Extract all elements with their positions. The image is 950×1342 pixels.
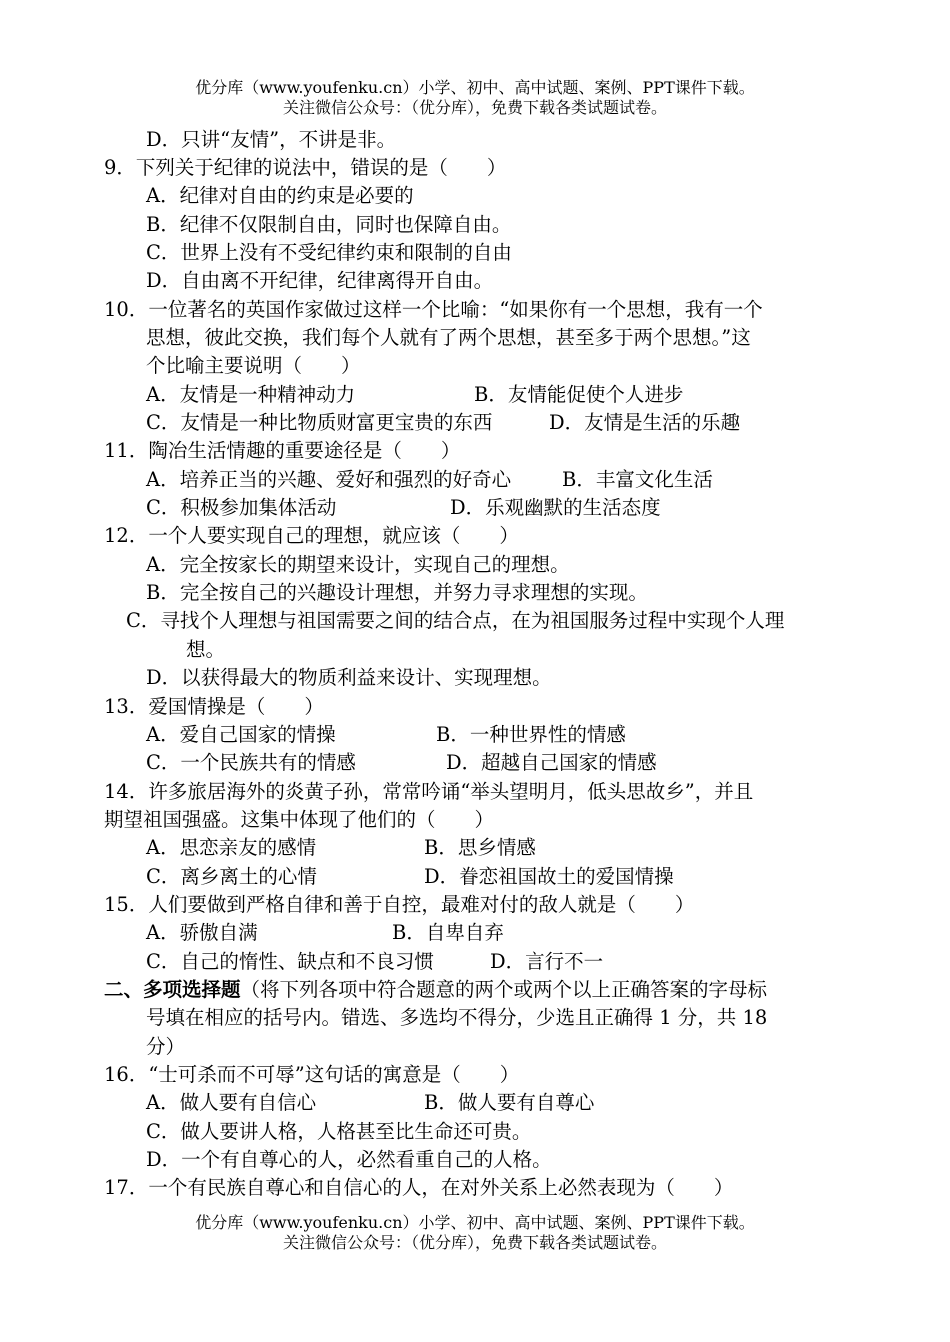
- q12-stem: 12．一个人要实现自己的理想，就应该（ ）: [104, 524, 519, 547]
- q10-option-a: A．友情是一种精神动力: [146, 383, 356, 406]
- q9-option-b: B．纪律不仅限制自由，同时也保障自由。: [146, 213, 512, 236]
- q11-option-a: A．培养正当的兴趣、爱好和强烈的好奇心: [146, 468, 512, 491]
- header-line-2: 关注微信公众号：（优分库），免费下载各类试题试卷。: [282, 98, 667, 117]
- footer-line-1: 优分库（www.youfenku.cn）小学、初中、高中试题、案例、PPT课件下载。: [195, 1213, 755, 1232]
- q9-option-d: D．自由离不开纪律，纪律离得开自由。: [146, 269, 494, 292]
- q15-option-b: B．自卑自弃: [392, 921, 504, 944]
- q12-option-a: A．完全按家长的期望来设计，实现自己的理想。: [146, 553, 570, 576]
- q9-stem: 9．下列关于纪律的说法中，错误的是（ ）: [104, 156, 507, 179]
- q16-option-d: D．一个有自尊心的人，必然看重自己的人格。: [146, 1148, 552, 1171]
- q16-option-b: B．做人要有自尊心: [424, 1091, 595, 1114]
- q14-option-d: D．眷恋祖国故土的爱国情操: [424, 865, 674, 888]
- q10-option-c: C．友情是一种比物质财富更宝贵的东西: [146, 411, 493, 434]
- q16-stem: 16．“士可杀而不可辱”这句话的寓意是（ ）: [104, 1063, 520, 1086]
- q17-stem: 17．一个有民族自尊心和自信心的人，在对外关系上必然表现为（ ）: [104, 1176, 734, 1199]
- q10-option-b: B．友情能促使个人进步: [474, 383, 684, 406]
- q8-option-d: D．只讲“友情”，不讲是非。: [146, 128, 397, 151]
- q9-option-c: C．世界上没有不受纪律约束和限制的自由: [146, 241, 512, 264]
- q14-option-a: A．思恋亲友的感情: [146, 836, 317, 859]
- q13-option-b: B．一种世界性的情感: [436, 723, 626, 746]
- q14-option-c: C．离乡离土的心情: [146, 865, 317, 888]
- q10-stem-line-2: 思想，彼此交换，我们每个人就有了两个思想，甚至多于两个思想。”这: [146, 326, 751, 349]
- q9-option-a: A．纪律对自由的约束是必要的: [146, 184, 414, 207]
- q16-option-c: C．做人要讲人格，人格甚至比生命还可贵。: [146, 1120, 532, 1143]
- q10-stem-line-1: 10．一位著名的英国作家做过这样一个比喻：“如果你有一个思想，我有一个: [104, 298, 763, 321]
- q10-option-d: D．友情是生活的乐趣: [549, 411, 741, 434]
- q15-stem: 15．人们要做到严格自律和善于自控，最难对付的敌人就是（ ）: [104, 893, 695, 916]
- q12-option-b: B．完全按自己的兴趣设计理想，并努力寻求理想的实现。: [146, 581, 648, 604]
- q15-option-d: D．言行不一: [490, 950, 604, 973]
- q13-stem: 13．爱国情操是（ ）: [104, 695, 324, 718]
- q12-option-c-line-2: 想。: [186, 638, 226, 661]
- q10-stem-line-3: 个比喻主要说明（ ）: [146, 354, 361, 377]
- q11-stem: 11．陶冶生活情趣的重要途径是（ ）: [104, 439, 461, 462]
- page-header: [0, 78, 950, 118]
- q14-option-b: B．思乡情感: [424, 836, 536, 859]
- header-line-1: 优分库（www.youfenku.cn）小学、初中、高中试题、案例、PPT课件下载。: [195, 78, 755, 97]
- q11-option-d: D．乐观幽默的生活态度: [450, 496, 661, 519]
- section2-title: 二、多项选择题: [104, 978, 241, 1001]
- page-footer: [0, 1213, 950, 1253]
- q11-option-c: C．积极参加集体活动: [146, 496, 337, 519]
- q11-option-b: B．丰富文化生活: [562, 468, 713, 491]
- q13-option-a: A．爱自己国家的情操: [146, 723, 336, 746]
- section2-desc-line-3: 分）: [146, 1035, 186, 1058]
- footer-line-2: 关注微信公众号：（优分库），免费下载各类试题试卷。: [282, 1233, 667, 1252]
- q12-option-d: D．以获得最大的物质利益来设计、实现理想。: [146, 666, 552, 689]
- section2-desc-line-2: 号填在相应的括号内。错选、多选均不得分，少选且正确得 1 分，共 18: [146, 1006, 768, 1029]
- q15-option-c: C．自己的惰性、缺点和不良习惯: [146, 950, 434, 973]
- q13-option-d: D．超越自己国家的情感: [446, 751, 657, 774]
- q14-stem-line-1: 14．许多旅居海外的炎黄子孙，常常吟诵“举头望明月，低头思故乡”，并且: [104, 780, 754, 803]
- q15-option-a: A．骄傲自满: [146, 921, 258, 944]
- section2-heading: [104, 977, 767, 1003]
- section2-desc-line-1: （将下列各项中符合题意的两个或两个以上正确答案的字母标: [240, 978, 768, 1001]
- q16-option-a: A．做人要有自信心: [146, 1091, 317, 1114]
- q14-stem-line-2: 期望祖国强盛。这集中体现了他们的（ ）: [104, 808, 495, 831]
- q13-option-c: C．一个民族共有的情感: [146, 751, 356, 774]
- q12-option-c-line-1: C．寻找个人理想与祖国需要之间的结合点，在为祖国服务过程中实现个人理: [126, 609, 785, 632]
